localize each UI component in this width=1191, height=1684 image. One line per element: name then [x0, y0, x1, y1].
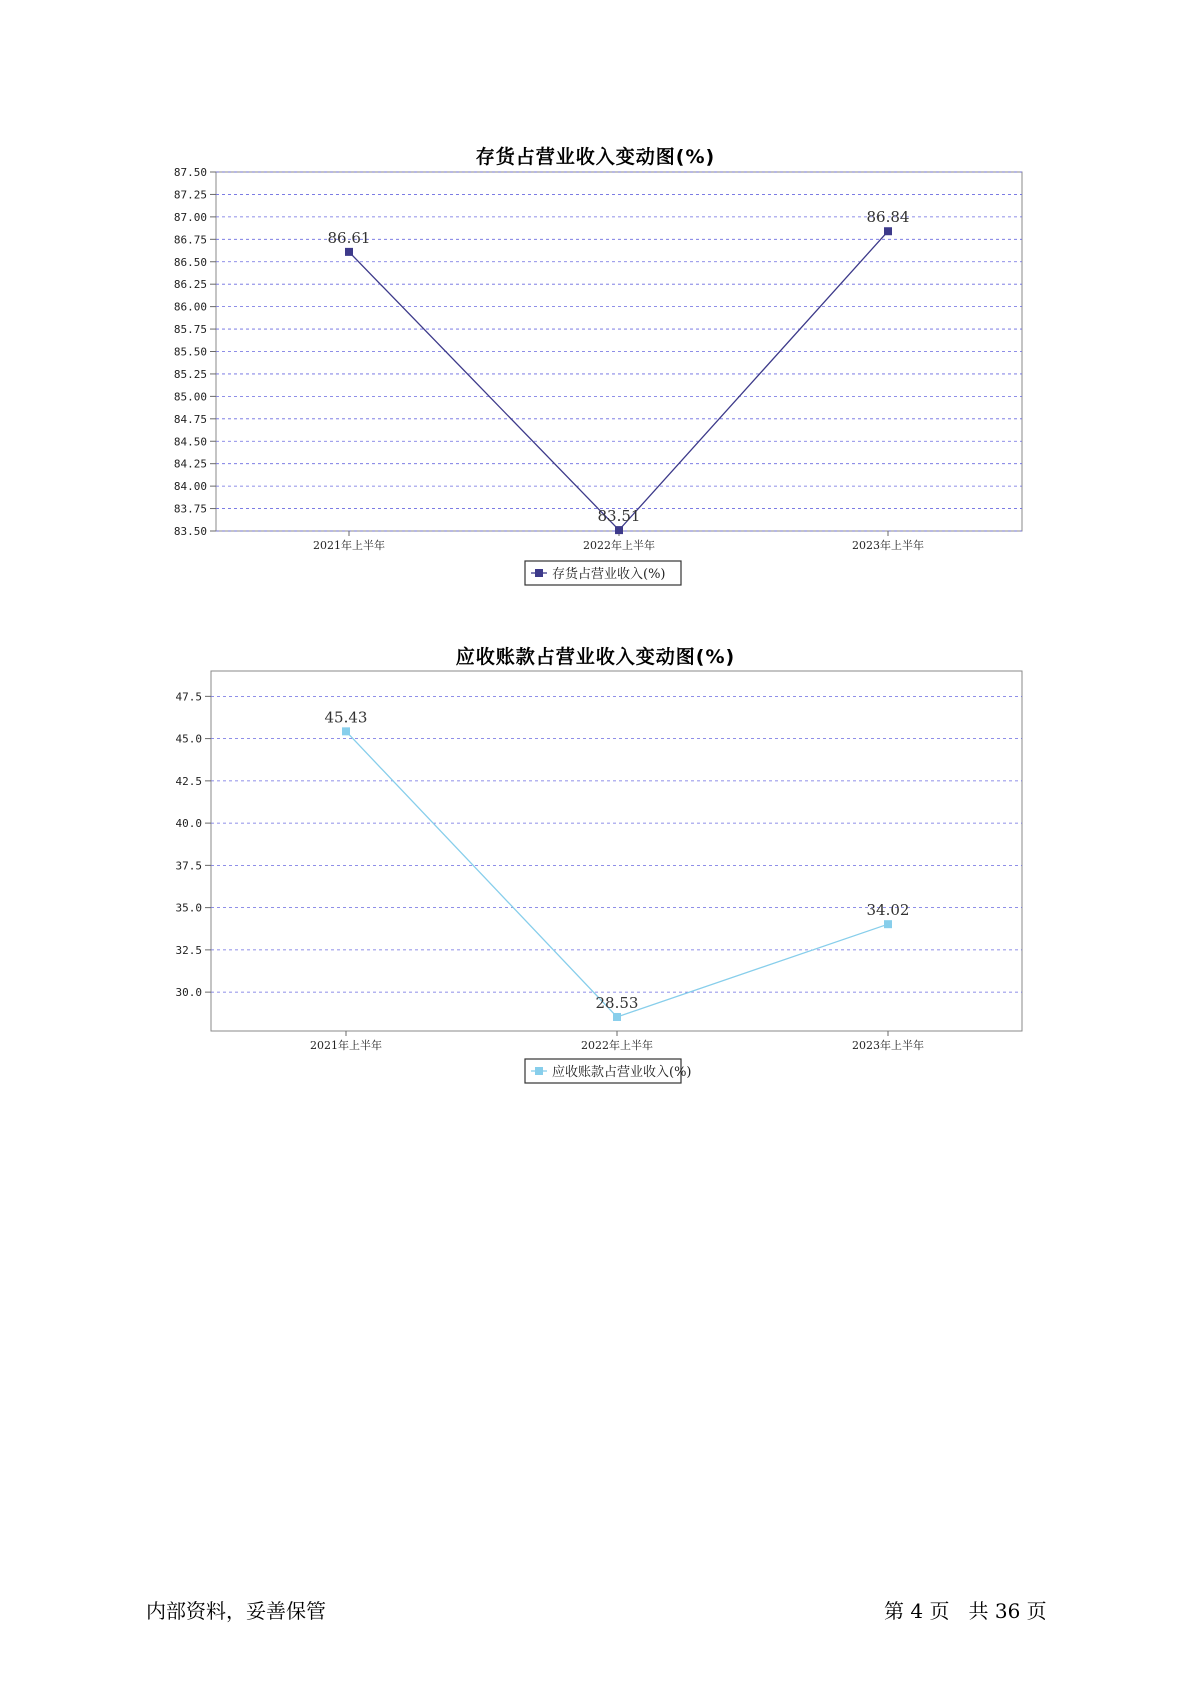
y-tick-label: 40.0	[175, 817, 202, 831]
y-tick-label: 47.5	[175, 690, 202, 704]
legend-marker	[535, 569, 543, 577]
y-tick-label: 85.25	[173, 367, 207, 381]
data-point	[345, 248, 353, 256]
y-tick-label: 83.75	[173, 502, 207, 516]
data-label: 28.53	[595, 993, 639, 1012]
x-tick-label: 2023年上半年	[852, 539, 924, 552]
y-tick-label: 84.25	[173, 457, 207, 471]
receivables-chart	[0, 630, 1191, 1100]
data-label: 86.84	[866, 208, 910, 227]
y-tick-label: 42.5	[175, 774, 202, 788]
y-tick-label: 35.0	[175, 901, 202, 915]
receivables-chart-svg	[0, 630, 1191, 1100]
y-tick-label: 87.50	[173, 166, 207, 179]
data-label: 83.51	[597, 507, 641, 526]
y-tick-label: 37.5	[175, 859, 202, 873]
y-tick-label: 87.25	[173, 188, 207, 202]
x-tick-label: 2022年上半年	[581, 1039, 653, 1052]
x-tick-label: 2022年上半年	[583, 539, 655, 552]
inventory-chart	[0, 130, 1191, 600]
y-tick-label: 84.00	[173, 480, 207, 494]
y-tick-label: 86.25	[173, 278, 207, 292]
x-tick-label: 2023年上半年	[852, 1039, 924, 1052]
data-point	[884, 227, 892, 235]
legend-marker	[535, 1067, 543, 1075]
legend-label: 应收账款占营业收入(%)	[552, 1065, 692, 1080]
footer-confidential-note: 内部资料，妥善保管	[146, 1599, 326, 1623]
y-tick-label: 83.50	[173, 525, 207, 538]
legend-label: 存货占营业收入(%)	[552, 567, 666, 582]
chart-title: 存货占营业收入变动图(%)	[475, 146, 716, 168]
data-label: 45.43	[324, 708, 368, 727]
x-tick-label: 2021年上半年	[313, 539, 385, 552]
data-point	[884, 920, 892, 928]
y-tick-label: 84.50	[173, 435, 207, 449]
y-tick-label: 86.50	[173, 255, 207, 269]
y-tick-label: 32.5	[175, 943, 202, 957]
y-tick-label: 87.00	[173, 210, 207, 224]
y-tick-label: 85.00	[173, 390, 207, 404]
data-point	[615, 526, 623, 534]
inventory-chart-svg	[0, 130, 1191, 600]
footer-page-number: 第 4 页 共 36 页	[884, 1599, 1047, 1623]
x-tick-label: 2021年上半年	[310, 1039, 382, 1052]
y-tick-label: 84.75	[173, 412, 207, 426]
y-tick-label: 86.75	[173, 233, 207, 247]
y-tick-label: 45.0	[175, 732, 202, 746]
chart-title: 应收账款占营业收入变动图(%)	[455, 646, 736, 668]
data-point	[342, 727, 350, 735]
y-tick-label: 30.0	[175, 986, 202, 1000]
data-label: 34.02	[866, 901, 910, 920]
data-point	[613, 1013, 621, 1021]
y-tick-label: 86.00	[173, 300, 207, 314]
y-tick-label: 85.75	[173, 323, 207, 337]
data-label: 86.61	[327, 228, 371, 247]
y-tick-label: 85.50	[173, 345, 207, 359]
